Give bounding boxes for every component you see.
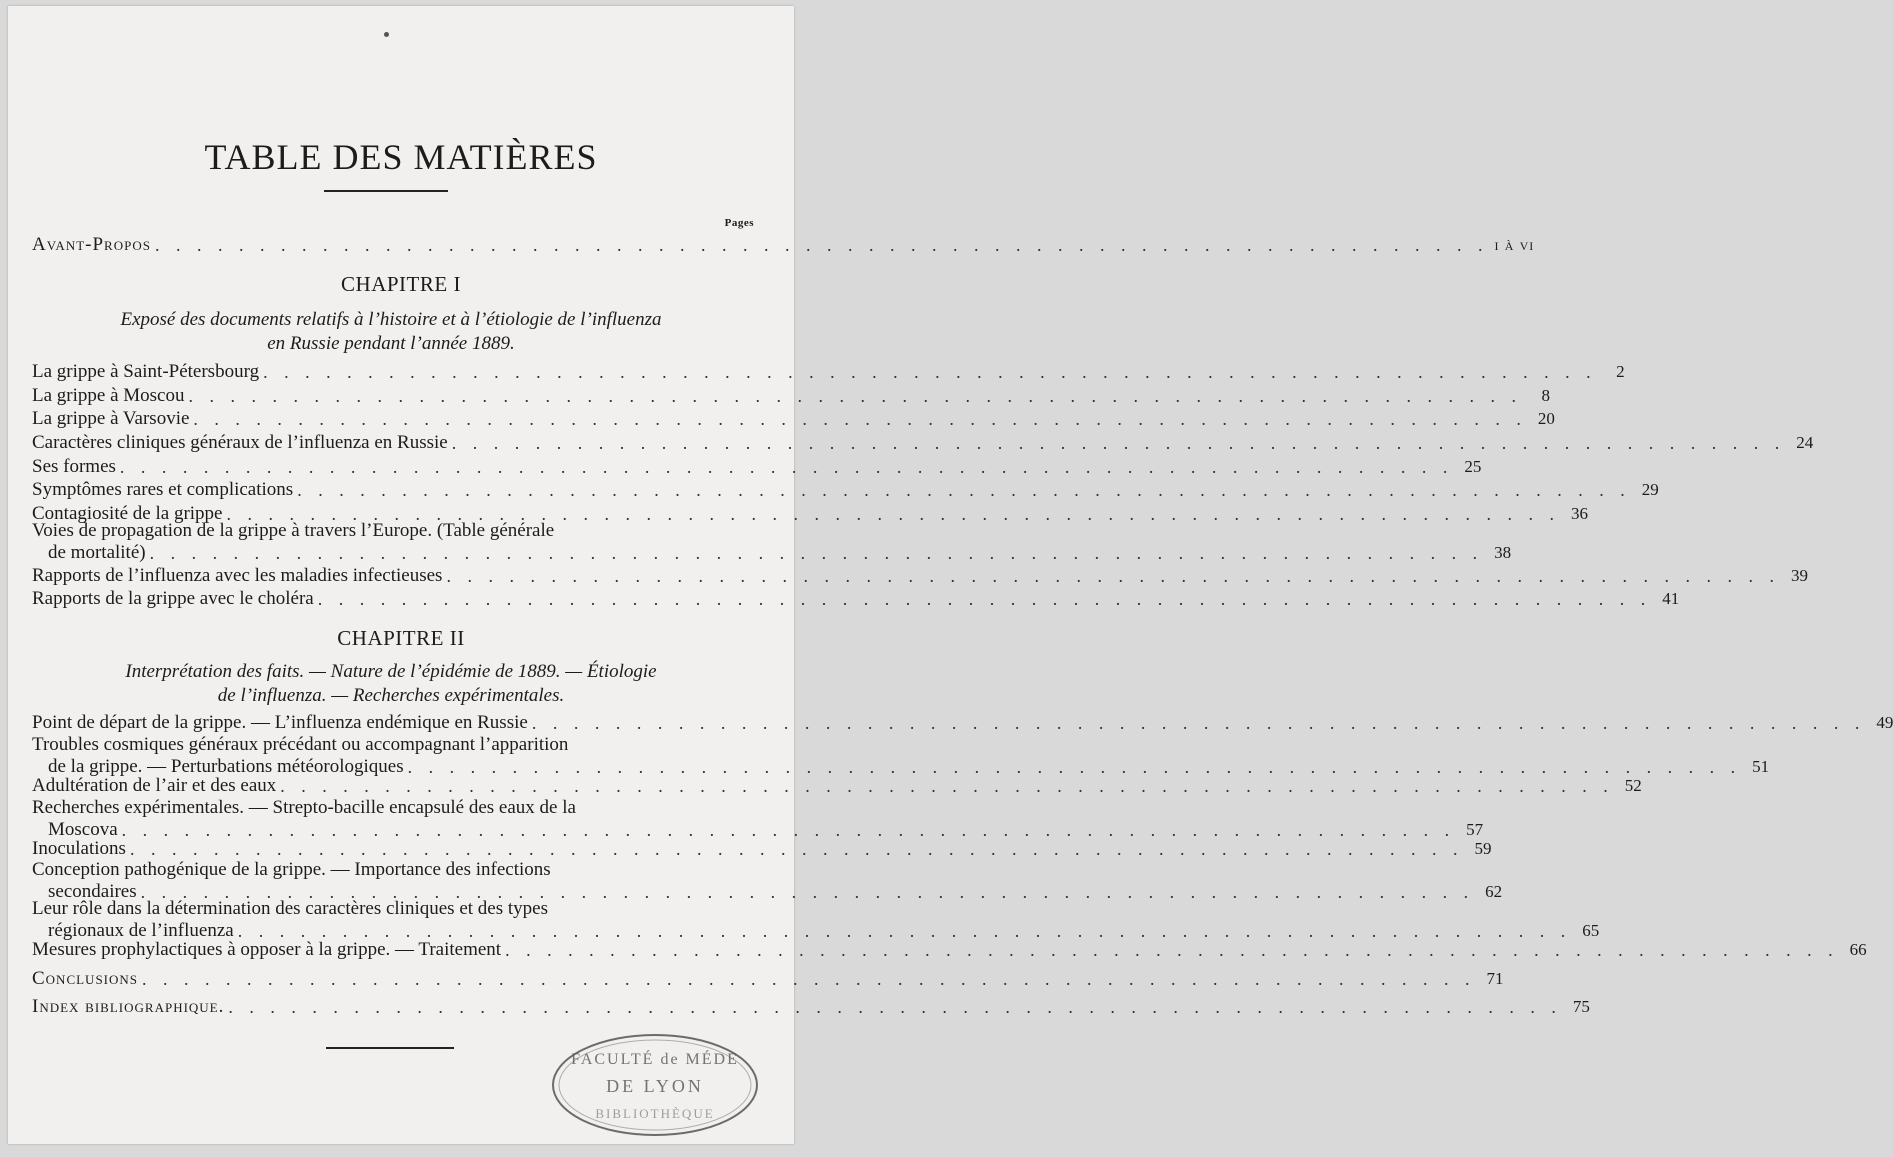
entry-label-line2: régionaux de l’influenza bbox=[48, 920, 234, 941]
toc-entry[interactable] bbox=[32, 383, 1550, 407]
toc-entry[interactable] bbox=[32, 477, 1659, 501]
leader-dots: . . . . . . . . . . . . . . . . . . . . . . . . . . . . . . . . . . . . . . . . . . . . . . . . . . . . . . . . . . . . . . . . bbox=[142, 969, 1476, 989]
toc-entry-multiline[interactable] bbox=[32, 734, 1770, 777]
toc-entry-multiline[interactable] bbox=[32, 859, 1503, 902]
entry-label: Conclusions bbox=[32, 968, 139, 989]
entry-label-line2: Moscova bbox=[48, 819, 118, 840]
page-title: TABLE DES MATIÈRES bbox=[204, 137, 598, 177]
toc-entry[interactable] bbox=[32, 359, 1625, 383]
toc-entry[interactable] bbox=[32, 454, 1482, 478]
chapter-1-heading: CHAPITRE I bbox=[341, 272, 461, 296]
entry-label: Contagiosité de la grippe bbox=[32, 503, 223, 524]
chapter-1-subtitle-line2: en Russie pendant l’année 1889. bbox=[267, 333, 515, 354]
entry-page: 29 bbox=[1641, 480, 1659, 499]
leader-dots: . . . . . . . . . . . . . . . . . . . . . . . . . . . . . . . . . . . . . . . . . . . . . . . . . . . . . . . . . . . . . . . . bbox=[505, 940, 1839, 960]
entry-label-line1: Troubles cosmiques généraux précédant ou accompagnant l’apparition bbox=[32, 734, 569, 755]
entry-page: 75 bbox=[1572, 997, 1590, 1016]
entry-page: 24 bbox=[1796, 433, 1814, 452]
entry-page: 51 bbox=[1752, 757, 1770, 776]
entry-page: 66 bbox=[1849, 940, 1867, 959]
chapter-2-subtitle-line1: Interprétation des faits. — Nature de l’épidémie de 1889. — Étiologie bbox=[125, 661, 657, 682]
entry-page: 59 bbox=[1474, 839, 1492, 858]
entry-label: La grippe à Moscou bbox=[32, 385, 185, 406]
entry-label-line2: secondaires bbox=[48, 881, 137, 902]
leader-dots: . . . . . . . . . . . . . . . . . . . . . . . . . . . . . . . . . . . . . . . . . . . . . . . . . . . . . . . . . . . . . . . . bbox=[129, 839, 1464, 859]
entry-label: Mesures prophylactiques à opposer à la grippe. — Traitement bbox=[32, 939, 502, 960]
chapter-1-subtitle-line1: Exposé des documents relatifs à l’histoire et à l’étiologie de l’influenza bbox=[120, 309, 662, 330]
entry-label: Adultération de l’air et des eaux bbox=[32, 775, 277, 796]
entry-page: 39 bbox=[1790, 566, 1808, 585]
leader-dots: . . . . . . . . . . . . . . . . . . . . . . . . . . . . . . . . . . . . . . . . . . . . . . . . . . . . . . . . . . . . . . . . bbox=[119, 457, 1454, 477]
entry-page: 52 bbox=[1624, 776, 1642, 795]
document-page bbox=[8, 6, 1893, 1144]
toc-entry[interactable] bbox=[32, 563, 1808, 587]
entry-label: Caractères cliniques généraux de l’influenza en Russie bbox=[32, 432, 448, 453]
entry-page: 65 bbox=[1582, 921, 1600, 940]
toc-entry[interactable] bbox=[32, 836, 1492, 860]
leader-dots: . . . . . . . . . . . . . . . . . . . . . . . . . . . . . . . . . . . . . . . . . . . . . . . . . . . . . . . . . . . . . . . . bbox=[226, 504, 1560, 524]
entry-page: 62 bbox=[1485, 882, 1503, 901]
entry-label-line1: Recherches expérimentales. — Strepto-bacille encapsulé des eaux de la bbox=[32, 797, 576, 818]
stamp-line3: BIBLIOTHÈQUE bbox=[595, 1106, 715, 1121]
chapter-2-heading: CHAPITRE II bbox=[337, 626, 465, 650]
entry-page: i à vi bbox=[1494, 235, 1535, 254]
entry-label: Index bibliographique. bbox=[32, 996, 225, 1017]
entry-label-line1: Leur rôle dans la détermination des caractères cliniques et des types bbox=[32, 898, 548, 919]
leader-dots: . . . . . . . . . . . . . . . . . . . . . . . . . . . . . . . . . . . . . . . . . . . . . . . . . . . . . . . . . . . . . . . . bbox=[121, 820, 1456, 840]
toc-entry[interactable] bbox=[32, 586, 1680, 610]
entry-label-line2: de la grippe. — Perturbations météorologiques bbox=[48, 756, 404, 777]
toc-entry-avant-propos[interactable] bbox=[32, 232, 1535, 256]
toc-entry-multiline[interactable] bbox=[32, 520, 1512, 563]
entry-label: Symptômes rares et complications bbox=[32, 479, 294, 500]
entry-label-line1: Voies de propagation de la grippe à travers l’Europe. (Table générale bbox=[32, 520, 555, 541]
leader-dots: . . . . . . . . . . . . . . . . . . . . . . . . . . . . . . . . . . . . . . . . . . . . . . . . . . . . . . . . . . . . . . . . bbox=[149, 543, 1484, 563]
entry-label: Avant-Propos bbox=[32, 234, 151, 255]
entry-label: La grippe à Varsovie bbox=[32, 408, 190, 429]
leader-dots: . . . . . . . . . . . . . . . . . . . . . . . . . . . . . . . . . . . . . . . . . . . . . . . . . . . . . . . . . . . . . . . . bbox=[317, 589, 1652, 609]
bottom-rule bbox=[326, 1047, 454, 1049]
entry-page: 71 bbox=[1486, 969, 1504, 988]
toc-entry-index[interactable] bbox=[32, 994, 1590, 1018]
chapter-2-subtitle bbox=[48, 660, 734, 708]
leader-dots: . . . . . . . . . . . . . . . . . . . . . . . . . . . . . . . . . . . . . . . . . . . . . . . . . . . . . . . . . . . . . . . . bbox=[451, 433, 1786, 453]
toc-entry[interactable] bbox=[32, 430, 1814, 454]
library-stamp bbox=[548, 1030, 762, 1140]
stamp-line1: FACULTÉ de MÉDE bbox=[571, 1051, 739, 1068]
entry-page: 38 bbox=[1494, 543, 1512, 562]
leader-dots: . . . . . . . . . . . . . . . . . . . . . . . . . . . . . . . . . . . . . . . . . . . . . . . . . . . . . . . . . . . . . . . . bbox=[154, 235, 1489, 255]
toc-entry-multiline[interactable] bbox=[32, 898, 1600, 941]
leader-dots: . . . . . . . . . . . . . . . . . . . . . . . . . . . . . . . . . . . . . . . . . . . . . . . . . . . . . . . . . . . . . . . . bbox=[228, 997, 1562, 1017]
title-rule bbox=[324, 190, 448, 192]
leader-dots: . . . . . . . . . . . . . . . . . . . . . . . . . . . . . . . . . . . . . . . . . . . . . . . . . . . . . . . . . . . . . . . . bbox=[263, 362, 1597, 382]
entry-page: 25 bbox=[1464, 457, 1482, 476]
leader-dots: . . . . . . . . . . . . . . . . . . . . . . . . . . . . . . . . . . . . . . . . . . . . . . . . . . . . . . . . . . . . . . . . bbox=[297, 480, 1631, 500]
stamp-line2: DE LYON bbox=[606, 1076, 704, 1096]
leader-dots: . . . . . . . . . . . . . . . . . . . . . . . . . . . . . . . . . . . . . . . . . . . . . . . . . . . . . . . . . . . . . . . . bbox=[188, 386, 1522, 406]
toc-entry[interactable] bbox=[32, 773, 1642, 797]
toc-entry[interactable] bbox=[32, 937, 1867, 961]
entry-page: 2 bbox=[1616, 362, 1625, 381]
leader-dots: . . . . . . . . . . . . . . . . . . . . . . . . . . . . . . . . . . . . . . . . . . . . . . . . . . . . . . . . . . . . . . . . bbox=[407, 757, 1742, 777]
entry-page: 49 bbox=[1876, 713, 1893, 732]
toc-entry[interactable] bbox=[32, 710, 1893, 734]
entry-page: 8 bbox=[1541, 386, 1550, 405]
entry-label: Point de départ de la grippe. — L’influenza endémique en Russie bbox=[32, 712, 528, 733]
entry-label: Rapports de l’influenza avec les maladies infectieuses bbox=[32, 565, 443, 586]
entry-label: Ses formes bbox=[32, 456, 116, 477]
entry-label: La grippe à Saint-Pétersbourg bbox=[32, 361, 260, 382]
leader-dots: . . . . . . . . . . . . . . . . . . . . . . . . . . . . . . . . . . . . . . . . . . . . . . . . . . . . . . . . . . . . . . . . bbox=[193, 409, 1527, 429]
chapter-2-subtitle-line2: de l’influenza. — Recherches expérimentales. bbox=[217, 685, 565, 706]
leader-dots: . . . . . . . . . . . . . . . . . . . . . . . . . . . . . . . . . . . . . . . . . . . . . . . . . . . . . . . . . . . . . . . . bbox=[531, 713, 1866, 733]
entry-page: 20 bbox=[1537, 409, 1555, 428]
entry-label-line1: Conception pathogénique de la grippe. — Importance des infections bbox=[32, 859, 551, 880]
toc-entry-multiline[interactable] bbox=[32, 797, 1484, 840]
leader-dots: . . . . . . . . . . . . . . . . . . . . . . . . . . . . . . . . . . . . . . . . . . . . . . . . . . . . . . . . . . . . . . . . bbox=[237, 921, 1572, 941]
entry-label: Rapports de la grippe avec le choléra bbox=[32, 588, 314, 609]
pages-column-label: Pages bbox=[724, 217, 754, 229]
leader-dots: . . . . . . . . . . . . . . . . . . . . . . . . . . . . . . . . . . . . . . . . . . . . . . . . . . . . . . . . . . . . . . . . bbox=[140, 882, 1475, 902]
ink-speck bbox=[384, 32, 389, 37]
entry-page: 57 bbox=[1466, 820, 1484, 839]
entry-label-line2: de mortalité) bbox=[48, 542, 146, 563]
chapter-1-subtitle bbox=[48, 308, 734, 356]
entry-page: 41 bbox=[1662, 589, 1680, 608]
toc-entry[interactable] bbox=[32, 406, 1555, 430]
entry-page: 36 bbox=[1570, 504, 1588, 523]
leader-dots: . . . . . . . . . . . . . . . . . . . . . . . . . . . . . . . . . . . . . . . . . . . . . . . . . . . . . . . . . . . . . . . . bbox=[280, 776, 1614, 796]
leader-dots: . . . . . . . . . . . . . . . . . . . . . . . . . . . . . . . . . . . . . . . . . . . . . . . . . . . . . . . . . . . . . . . . bbox=[446, 566, 1780, 586]
toc-entry-conclusions[interactable] bbox=[32, 966, 1504, 990]
entry-label: Inoculations bbox=[32, 838, 126, 859]
